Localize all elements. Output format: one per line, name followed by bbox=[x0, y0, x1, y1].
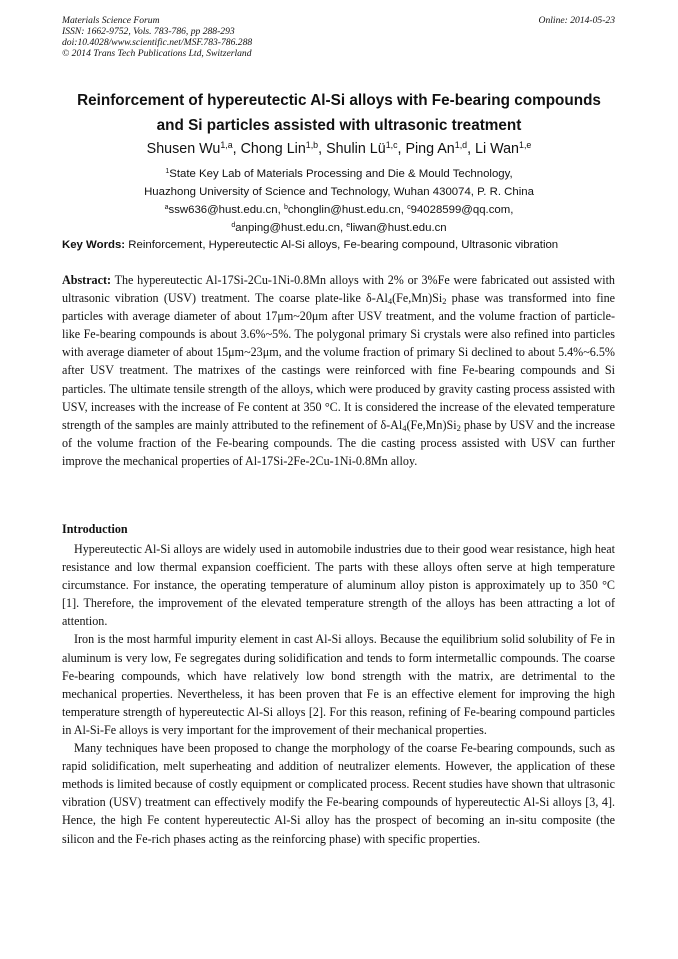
email-text: liwan@hust.edu.cn bbox=[350, 222, 447, 234]
email-text: ssw636@hust.edu.cn bbox=[168, 204, 278, 216]
author-name: Ping An bbox=[405, 141, 455, 157]
email-marker: e bbox=[346, 222, 351, 230]
intro-paragraph-2: Iron is the most harmful impurity element in cast Al-Si alloys. Because the equilibrium solid solubility of Fe in aluminum is very low, Fe segregates during solidification and tends to form intermetallic compounds. The coarse Fe-bearing compounds, which have relatively low bond strength with the matrix, are detrimental to the mechanical properties. Nevertheless, it has been proven that Fe is an effective element for improving the high temperature strength of hypereutectic Al-Si alloys [2]. For this reason, refining of Fe-bearing compound particles in Al-Si-Fe alloys is very important for the improvement of their mechanical properties. bbox=[62, 632, 615, 737]
author-affiliation-marker: 1,e bbox=[519, 140, 532, 151]
author bbox=[326, 141, 397, 157]
journal-header bbox=[62, 15, 615, 59]
author-name: Chong Lin bbox=[240, 141, 306, 157]
email-address bbox=[284, 204, 401, 216]
doi-line: doi:10.4028/www.scientific.net/MSF.783-786.288 bbox=[62, 37, 253, 48]
author-name: Shulin Lü bbox=[326, 141, 386, 157]
author-affiliation-marker: 1,c bbox=[385, 140, 398, 151]
email-line: $^a$ssw636@hust.edu.cn, $^b$chonglin@hust.edu.cn, $^c$94028599@qq.com, bbox=[164, 204, 514, 216]
keywords bbox=[62, 236, 622, 254]
email-list bbox=[40, 201, 638, 237]
online-date: Online: 2014-05-23 bbox=[538, 15, 615, 26]
author-list: Shusen Wu$^{1,a}$, Chong Lin$^{1,b}$, Shulin Lü$^{1,c}$, Ping An$^{1,d}$, Li Wan$^{1,e}$ bbox=[146, 140, 532, 157]
intro-paragraph-3: Many techniques have been proposed to change the morphology of the coarse Fe-bearing compounds, such as rapid solidification, melt superheating and addition of neutralizer elements. However, the application of these methods is limited because of costly equipment or complicated process. Recent studies have shown that ultrasonic vibration (USV) treatment can effectively modify the Fe-bearing compounds of hypereutectic Al-Si alloys [3, 4]. Hence, the high Fe content hypereutectic Al-Si alloy has the prospect of becoming an in-situ composite (the silicon and the Fe-rich phases acting as the reinforcing phase) with specific properties. bbox=[62, 741, 615, 846]
email-address bbox=[346, 222, 446, 234]
copyright-line: © 2014 Trans Tech Publications Ltd, Switzerland bbox=[62, 48, 252, 59]
paper-title bbox=[40, 88, 638, 138]
title-line-2: and Si particles assisted with ultrasonic treatment bbox=[156, 117, 522, 134]
email-address bbox=[231, 222, 340, 234]
issn-line: ISSN: 1662-9752, Vols. 783-786, pp 288-293 bbox=[62, 26, 235, 37]
email-text: anping@hust.edu.cn bbox=[235, 222, 340, 234]
email-address bbox=[407, 204, 510, 216]
introduction-heading: Introduction bbox=[62, 522, 128, 536]
author bbox=[241, 141, 319, 157]
author bbox=[147, 141, 233, 157]
affiliation-text-1: State Key Lab of Materials Processing and Die & Mould Technology, bbox=[169, 168, 513, 180]
affiliation-block bbox=[40, 165, 638, 237]
author-affiliation-marker: 1,a bbox=[220, 140, 233, 151]
abstract bbox=[62, 271, 615, 470]
keywords-text: Reinforcement, Hypereutectic Al-Si alloys, Fe-bearing compound, Ultrasonic vibration bbox=[128, 239, 559, 251]
affiliation-line-1 bbox=[40, 165, 638, 183]
author-affiliation-marker: 1,b bbox=[305, 140, 319, 151]
email-text: chonglin@hust.edu.cn bbox=[287, 204, 401, 216]
email-address bbox=[165, 204, 278, 216]
introduction-body bbox=[62, 540, 615, 848]
author bbox=[405, 141, 467, 157]
intro-paragraph-1: Hypereutectic Al-Si alloys are widely used in automobile industries due to their good wear resistance, high heat resistance and low thermal expansion coefficient. The parts with these alloys often serve at high temperature circumstance. For instance, the operating temperature of aluminum alloy piston is approximately up to 350 °C [1]. Therefore, the improvement of the elevated temperature strength of the alloys has been attracting a lot of attention. bbox=[62, 542, 615, 629]
abstract-text: The hypereutectic Al-17Si-2Cu-1Ni-0.8Mn alloys with 2% or 3%Fe were fabricated out assisted with ultrasonic vibration (USV) treatment. The coarse plate-like $\delta-Al_4(Fe,Mn)Si_2$ phase was transformed into fine particles with average diameter of about 17μm~20μm after USV treatment, and the volume fraction of particle-like Fe-bearing compounds is about 3.6%~5%. The polygonal primary Si crystals were also refined into particles with average diameter of about 15μm~23μm, and the volume fraction of primary Si declined to about 5.4%~6.5% after USV treatment. The matrixes of the castings were reinforced with fine Fe-bearing compounds and Si particles. The ultimate tensile strength of the alloys, which were produced by gravity casting process assisted with USV, increases with the increase of Fe content at 350 °C. It is considered the increase of the elevated temperature strength of the samples are mainly attributed to the refinement of $\delta-Al_4(Fe,Mn)Si_2$ phase by USV and the increase of the volume fraction of the Fe-bearing compounds. The die casting process assisted with USV can further improve the mechanical properties of Al-17Si-2Fe-2Cu-1Ni-0.8Mn alloy. bbox=[62, 273, 616, 468]
author bbox=[475, 141, 531, 157]
affiliation-line-2: Huazhong University of Science and Technology, Wuhan 430074, P. R. China bbox=[144, 186, 534, 198]
abstract-label: Abstract: bbox=[62, 273, 112, 287]
author-name: Li Wan bbox=[475, 141, 520, 157]
email-marker: c bbox=[407, 204, 411, 212]
journal-name: Materials Science Forum bbox=[62, 15, 160, 26]
author-name: Shusen Wu bbox=[146, 141, 221, 157]
author-affiliation-marker: 1,d bbox=[454, 140, 468, 151]
email-marker: b bbox=[283, 204, 288, 212]
title-line-1: Reinforcement of hypereutectic Al-Si alloys with Fe-bearing compounds bbox=[77, 92, 601, 109]
email-marker: a bbox=[164, 204, 169, 212]
email-marker: d bbox=[231, 222, 236, 230]
email-text: 94028599@qq.com bbox=[410, 204, 511, 216]
affiliation-marker: 1 bbox=[165, 168, 170, 176]
keywords-label: Key Words: bbox=[62, 239, 126, 251]
email-line: $^d$anping@hust.edu.cn, $^e$liwan@hust.edu.cn bbox=[231, 222, 447, 234]
